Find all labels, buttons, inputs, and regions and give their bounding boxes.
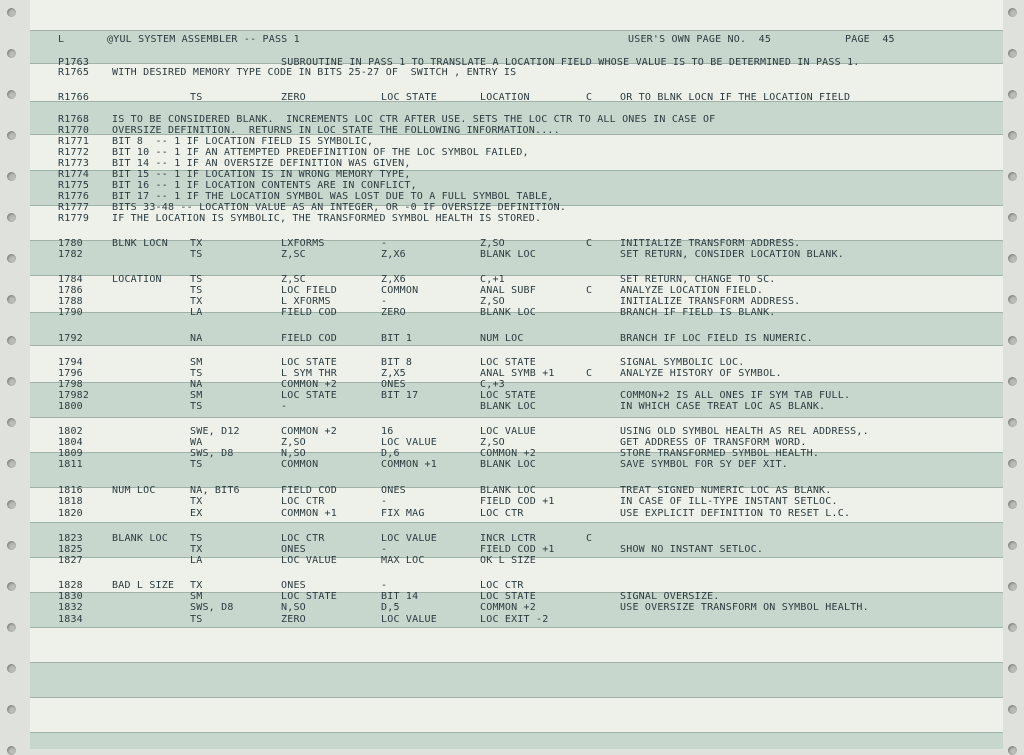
feed-hole	[7, 705, 16, 714]
address-field: SUBROUTINE IN PASS 1 TO TRANSLATE A LOCATION FIELD WHOSE VALUE IS TO BE DETERMINED IN PASS 1.	[281, 57, 860, 68]
address-field: COMMON +2	[281, 426, 337, 437]
field-3: BLANK LOC	[480, 485, 536, 496]
feed-hole	[1008, 377, 1017, 386]
address-field: LXFORMS	[281, 238, 325, 249]
line-number: R1766	[58, 92, 90, 103]
listing-line	[30, 508, 1003, 520]
listing-line	[30, 602, 1003, 614]
field-2: FIX MAG	[381, 508, 425, 519]
remark-text: IF THE LOCATION IS SYMBOLIC, THE TRANSFORMED SYMBOL HEALTH IS STORED.	[112, 213, 542, 224]
listing-line	[30, 307, 1003, 319]
operation-field: EX	[190, 508, 203, 519]
field-2: ZERO	[381, 307, 406, 318]
operation-field: SM	[190, 390, 203, 401]
field-3: LOC EXIT -2	[480, 614, 549, 625]
operation-field: TX	[190, 238, 203, 249]
feed-hole	[7, 746, 16, 755]
field-3: Z,SO	[480, 296, 505, 307]
comment-field: SAVE SYMBOL FOR SY DEF XIT.	[620, 459, 788, 470]
header-mark: L	[58, 34, 65, 45]
location-field: BAD L SIZE	[112, 580, 175, 591]
field-2: D,5	[381, 602, 400, 613]
comment-field: BRANCH IF FIELD IS BLANK.	[620, 307, 776, 318]
line-number: 1809	[58, 448, 83, 459]
tractor-feed-left	[0, 0, 30, 749]
field-2: -	[381, 496, 388, 507]
field-2: BIT 14	[381, 591, 419, 602]
feed-hole	[1008, 213, 1017, 222]
remark-text: IS TO BE CONSIDERED BLANK. INCREMENTS LOC CTR AFTER USE. SETS THE LOC CTR TO ALL ONES IN CASE OF	[112, 114, 716, 125]
operation-field: TS	[190, 401, 203, 412]
comment-field: COMMON+2 IS ALL ONES IF SYM TAB FULL.	[620, 390, 851, 401]
field-3: LOC STATE	[480, 390, 536, 401]
comment-field: USE OVERSIZE TRANSFORM ON SYMBOL HEALTH.	[620, 602, 869, 613]
feed-hole	[1008, 49, 1017, 58]
feed-hole	[1008, 172, 1017, 181]
field-4: C	[586, 238, 593, 249]
operation-field: TS	[190, 92, 203, 103]
field-2: LOC STATE	[381, 92, 437, 103]
feed-hole	[7, 541, 16, 550]
field-3: LOC VALUE	[480, 426, 536, 437]
address-field: L XFORMS	[281, 296, 331, 307]
address-field: COMMON +1	[281, 508, 337, 519]
listing-line	[30, 249, 1003, 261]
address-field: LOC STATE	[281, 591, 337, 602]
listing-line	[30, 614, 1003, 626]
address-field: ZERO	[281, 614, 306, 625]
line-number: 1794	[58, 357, 83, 368]
field-3: C,+3	[480, 379, 505, 390]
field-2: LOC VALUE	[381, 437, 437, 448]
comment-field: GET ADDRESS OF TRANSFORM WORD.	[620, 437, 807, 448]
line-number: R1774	[58, 169, 90, 180]
line-number: R1773	[58, 158, 90, 169]
line-number: R1765	[58, 67, 90, 78]
line-number: 1825	[58, 544, 83, 555]
line-number: 1790	[58, 307, 83, 318]
field-3: COMMON +2	[480, 602, 536, 613]
field-2: Z,X6	[381, 274, 406, 285]
address-field: COMMON	[281, 459, 319, 470]
field-3: INCR LCTR	[480, 533, 536, 544]
remark-text: BIT 8 -- 1 IF LOCATION FIELD IS SYMBOLIC,	[112, 136, 374, 147]
field-4: C	[586, 92, 593, 103]
listing-line	[30, 459, 1003, 471]
remark-text: WITH DESIRED MEMORY TYPE CODE IN BITS 25-27 OF SWITCH , ENTRY IS	[112, 67, 517, 78]
address-field: N,SO	[281, 602, 306, 613]
feed-hole	[7, 377, 16, 386]
field-2: MAX LOC	[381, 555, 425, 566]
line-number: R1771	[58, 136, 90, 147]
address-field: L SYM THR	[281, 368, 337, 379]
feed-hole	[7, 49, 16, 58]
listing-line	[30, 92, 1003, 104]
address-field: FIELD COD	[281, 307, 337, 318]
operation-field: TS	[190, 533, 203, 544]
line-number: 1780	[58, 238, 83, 249]
address-field: -	[281, 401, 288, 412]
field-4: C	[586, 368, 593, 379]
line-number: 1820	[58, 508, 83, 519]
field-2: COMMON +1	[381, 459, 437, 470]
operation-field: TS	[190, 249, 203, 260]
field-4: C	[586, 533, 593, 544]
field-3: BLANK LOC	[480, 249, 536, 260]
comment-field: SET RETURN, CONSIDER LOCATION BLANK.	[620, 249, 844, 260]
header-page-number: PAGE 45	[845, 34, 895, 45]
comment-field: SET RETURN, CHANGE TO SC.	[620, 274, 776, 285]
feed-hole	[1008, 295, 1017, 304]
line-number: R1777	[58, 202, 90, 213]
feed-hole	[1008, 336, 1017, 345]
field-3: LOC STATE	[480, 357, 536, 368]
address-field: N,SO	[281, 448, 306, 459]
location-field: BLANK LOC	[112, 533, 168, 544]
field-3: Z,SO	[480, 437, 505, 448]
header-title: @YUL SYSTEM ASSEMBLER -- PASS 1	[107, 34, 300, 45]
field-3: NUM LOC	[480, 333, 524, 344]
field-2: COMMON	[381, 285, 419, 296]
line-number: 1800	[58, 401, 83, 412]
field-3: C,+1	[480, 274, 505, 285]
field-3: FIELD COD +1	[480, 496, 555, 507]
listing-line	[30, 496, 1003, 508]
address-field: ONES	[281, 580, 306, 591]
feed-hole	[1008, 90, 1017, 99]
operation-field: TX	[190, 496, 203, 507]
line-number: 1811	[58, 459, 83, 470]
page-header	[30, 34, 1003, 46]
remark-text: BIT 15 -- 1 IF LOCATION IS IN WRONG MEMORY TYPE,	[112, 169, 411, 180]
line-number: 1786	[58, 285, 83, 296]
field-3: ANAL SUBF	[480, 285, 536, 296]
line-number: 1823	[58, 533, 83, 544]
remark-text: BIT 16 -- 1 IF LOCATION CONTENTS ARE IN CONFLICT,	[112, 180, 417, 191]
feed-hole	[1008, 623, 1017, 632]
field-2: Z,X5	[381, 368, 406, 379]
listing	[30, 0, 1003, 749]
comment-field: SIGNAL SYMBOLIC LOC.	[620, 357, 745, 368]
line-number: R1776	[58, 191, 90, 202]
location-field: NUM LOC	[112, 485, 156, 496]
field-3: LOC CTR	[480, 508, 524, 519]
operation-field: NA	[190, 333, 203, 344]
field-2: 16	[381, 426, 394, 437]
remark-text: BITS 33-48 -- LOCATION VALUE AS AN INTEGER, OR -0 IF OVERSIZE DEFINITION.	[112, 202, 567, 213]
line-number: P1763	[58, 57, 90, 68]
comment-field: OR TO BLNK LOCN IF THE LOCATION FIELD	[620, 92, 851, 103]
listing-line	[30, 401, 1003, 413]
comment-field: ANALYZE LOCATION FIELD.	[620, 285, 764, 296]
remark-text: BIT 17 -- 1 IF THE LOCATION SYMBOL WAS LOST DUE TO A FULL SYMBOL TABLE,	[112, 191, 554, 202]
line-number: 1816	[58, 485, 83, 496]
operation-field: TX	[190, 296, 203, 307]
field-2: ONES	[381, 485, 406, 496]
comment-field: INITIALIZE TRANSFORM ADDRESS.	[620, 296, 801, 307]
operation-field: NA, BIT6	[190, 485, 240, 496]
address-field: LOC VALUE	[281, 555, 337, 566]
remark-text: BIT 10 -- 1 IF AN ATTEMPTED PREDEFINITION OF THE LOC SYMBOL FAILED,	[112, 147, 529, 158]
field-3: BLANK LOC	[480, 307, 536, 318]
field-3: FIELD COD +1	[480, 544, 555, 555]
comment-field: BRANCH IF LOC FIELD IS NUMERIC.	[620, 333, 813, 344]
field-3: BLANK LOC	[480, 459, 536, 470]
field-2: -	[381, 580, 388, 591]
field-2: BIT 17	[381, 390, 419, 401]
field-2: -	[381, 544, 388, 555]
feed-hole	[1008, 459, 1017, 468]
address-field: Z,SC	[281, 249, 306, 260]
address-field: LOC CTR	[281, 496, 325, 507]
address-field: LOC CTR	[281, 533, 325, 544]
operation-field: TS	[190, 285, 203, 296]
location-field: LOCATION	[112, 274, 162, 285]
operation-field: SM	[190, 591, 203, 602]
line-number: 1792	[58, 333, 83, 344]
operation-field: SWS, D8	[190, 448, 234, 459]
feed-hole	[7, 459, 16, 468]
line-number: 1782	[58, 249, 83, 260]
comment-field: ANALYZE HISTORY OF SYMBOL.	[620, 368, 782, 379]
field-3: BLANK LOC	[480, 401, 536, 412]
field-3: LOCATION	[480, 92, 530, 103]
comment-field: SIGNAL OVERSIZE.	[620, 591, 720, 602]
feed-hole	[1008, 254, 1017, 263]
remark-text: OVERSIZE DEFINITION. RETURNS IN LOC STATE THE FOLLOWING INFORMATION....	[112, 125, 560, 136]
line-number: 1784	[58, 274, 83, 285]
field-3: COMMON +2	[480, 448, 536, 459]
comment-field: IN CASE OF ILL-TYPE INSTANT SETLOC.	[620, 496, 838, 507]
operation-field: SWE, D12	[190, 426, 240, 437]
operation-field: SWS, D8	[190, 602, 234, 613]
field-2: LOC VALUE	[381, 533, 437, 544]
listing-line	[30, 333, 1003, 345]
listing-line	[30, 213, 1003, 225]
field-3: ANAL SYMB +1	[480, 368, 555, 379]
feed-hole	[1008, 664, 1017, 673]
feed-hole	[7, 172, 16, 181]
address-field: LOC STATE	[281, 390, 337, 401]
field-3: LOC STATE	[480, 591, 536, 602]
feed-hole	[1008, 418, 1017, 427]
address-field: Z,SC	[281, 274, 306, 285]
field-2: BIT 1	[381, 333, 413, 344]
field-3: Z,SO	[480, 238, 505, 249]
address-field: Z,SO	[281, 437, 306, 448]
comment-field: STORE TRANSFORMED SYMBOL HEALTH.	[620, 448, 820, 459]
feed-hole	[7, 664, 16, 673]
field-3: OK L SIZE	[480, 555, 536, 566]
address-field: COMMON +2	[281, 379, 337, 390]
feed-hole	[1008, 541, 1017, 550]
line-number: 1832	[58, 602, 83, 613]
feed-hole	[1008, 705, 1017, 714]
feed-hole	[7, 336, 16, 345]
field-2: BIT 8	[381, 357, 413, 368]
line-number: 1827	[58, 555, 83, 566]
line-number: 1830	[58, 591, 83, 602]
operation-field: TS	[190, 459, 203, 470]
address-field: ONES	[281, 544, 306, 555]
remark-text: BIT 14 -- 1 IF AN OVERSIZE DEFINITION WAS GIVEN,	[112, 158, 411, 169]
comment-field: INITIALIZE TRANSFORM ADDRESS.	[620, 238, 801, 249]
line-number: R1770	[58, 125, 90, 136]
line-number: 1798	[58, 379, 83, 390]
operation-field: TX	[190, 544, 203, 555]
line-number: 1804	[58, 437, 83, 448]
operation-field: LA	[190, 307, 203, 318]
feed-hole	[7, 131, 16, 140]
operation-field: TS	[190, 614, 203, 625]
listing-line	[30, 67, 1003, 79]
address-field: LOC STATE	[281, 357, 337, 368]
line-number: 1818	[58, 496, 83, 507]
feed-hole	[1008, 8, 1017, 17]
line-number: R1768	[58, 114, 90, 125]
feed-hole	[7, 8, 16, 17]
printout-page	[30, 0, 1003, 749]
line-number: R1775	[58, 180, 90, 191]
address-field: LOC FIELD	[281, 285, 337, 296]
line-number: 1788	[58, 296, 83, 307]
comment-field: USE EXPLICIT DEFINITION TO RESET L.C.	[620, 508, 851, 519]
feed-hole	[7, 623, 16, 632]
field-2: ONES	[381, 379, 406, 390]
line-number: 1802	[58, 426, 83, 437]
feed-hole	[1008, 131, 1017, 140]
line-number: 17982	[58, 390, 90, 401]
address-field: FIELD COD	[281, 333, 337, 344]
feed-hole	[7, 500, 16, 509]
field-2: Z,X6	[381, 249, 406, 260]
line-number: 1828	[58, 580, 83, 591]
operation-field: TX	[190, 580, 203, 591]
operation-field: WA	[190, 437, 203, 448]
comment-field: SHOW NO INSTANT SETLOC.	[620, 544, 764, 555]
feed-hole	[7, 90, 16, 99]
header-user-page: USER'S OWN PAGE NO. 45	[628, 34, 772, 45]
feed-hole	[1008, 582, 1017, 591]
field-2: -	[381, 296, 388, 307]
feed-hole	[7, 295, 16, 304]
operation-field: SM	[190, 357, 203, 368]
feed-hole	[7, 582, 16, 591]
comment-field: IN WHICH CASE TREAT LOC AS BLANK.	[620, 401, 826, 412]
field-2: LOC VALUE	[381, 614, 437, 625]
operation-field: NA	[190, 379, 203, 390]
operation-field: TS	[190, 368, 203, 379]
address-field: FIELD COD	[281, 485, 337, 496]
operation-field: TS	[190, 274, 203, 285]
location-field: BLNK LOCN	[112, 238, 168, 249]
line-number: R1779	[58, 213, 90, 224]
line-number: 1834	[58, 614, 83, 625]
field-2: D,6	[381, 448, 400, 459]
comment-field: TREAT SIGNED NUMERIC LOC AS BLANK.	[620, 485, 832, 496]
address-field: ZERO	[281, 92, 306, 103]
line-number: R1772	[58, 147, 90, 158]
field-2: -	[381, 238, 388, 249]
feed-hole	[7, 213, 16, 222]
feed-hole	[7, 254, 16, 263]
feed-hole	[1008, 746, 1017, 755]
feed-hole	[7, 418, 16, 427]
field-4: C	[586, 285, 593, 296]
line-number: 1796	[58, 368, 83, 379]
listing-line	[30, 555, 1003, 567]
comment-field: USING OLD SYMBOL HEALTH AS REL ADDRESS,.	[620, 426, 869, 437]
operation-field: LA	[190, 555, 203, 566]
field-3: LOC CTR	[480, 580, 524, 591]
feed-hole	[1008, 500, 1017, 509]
